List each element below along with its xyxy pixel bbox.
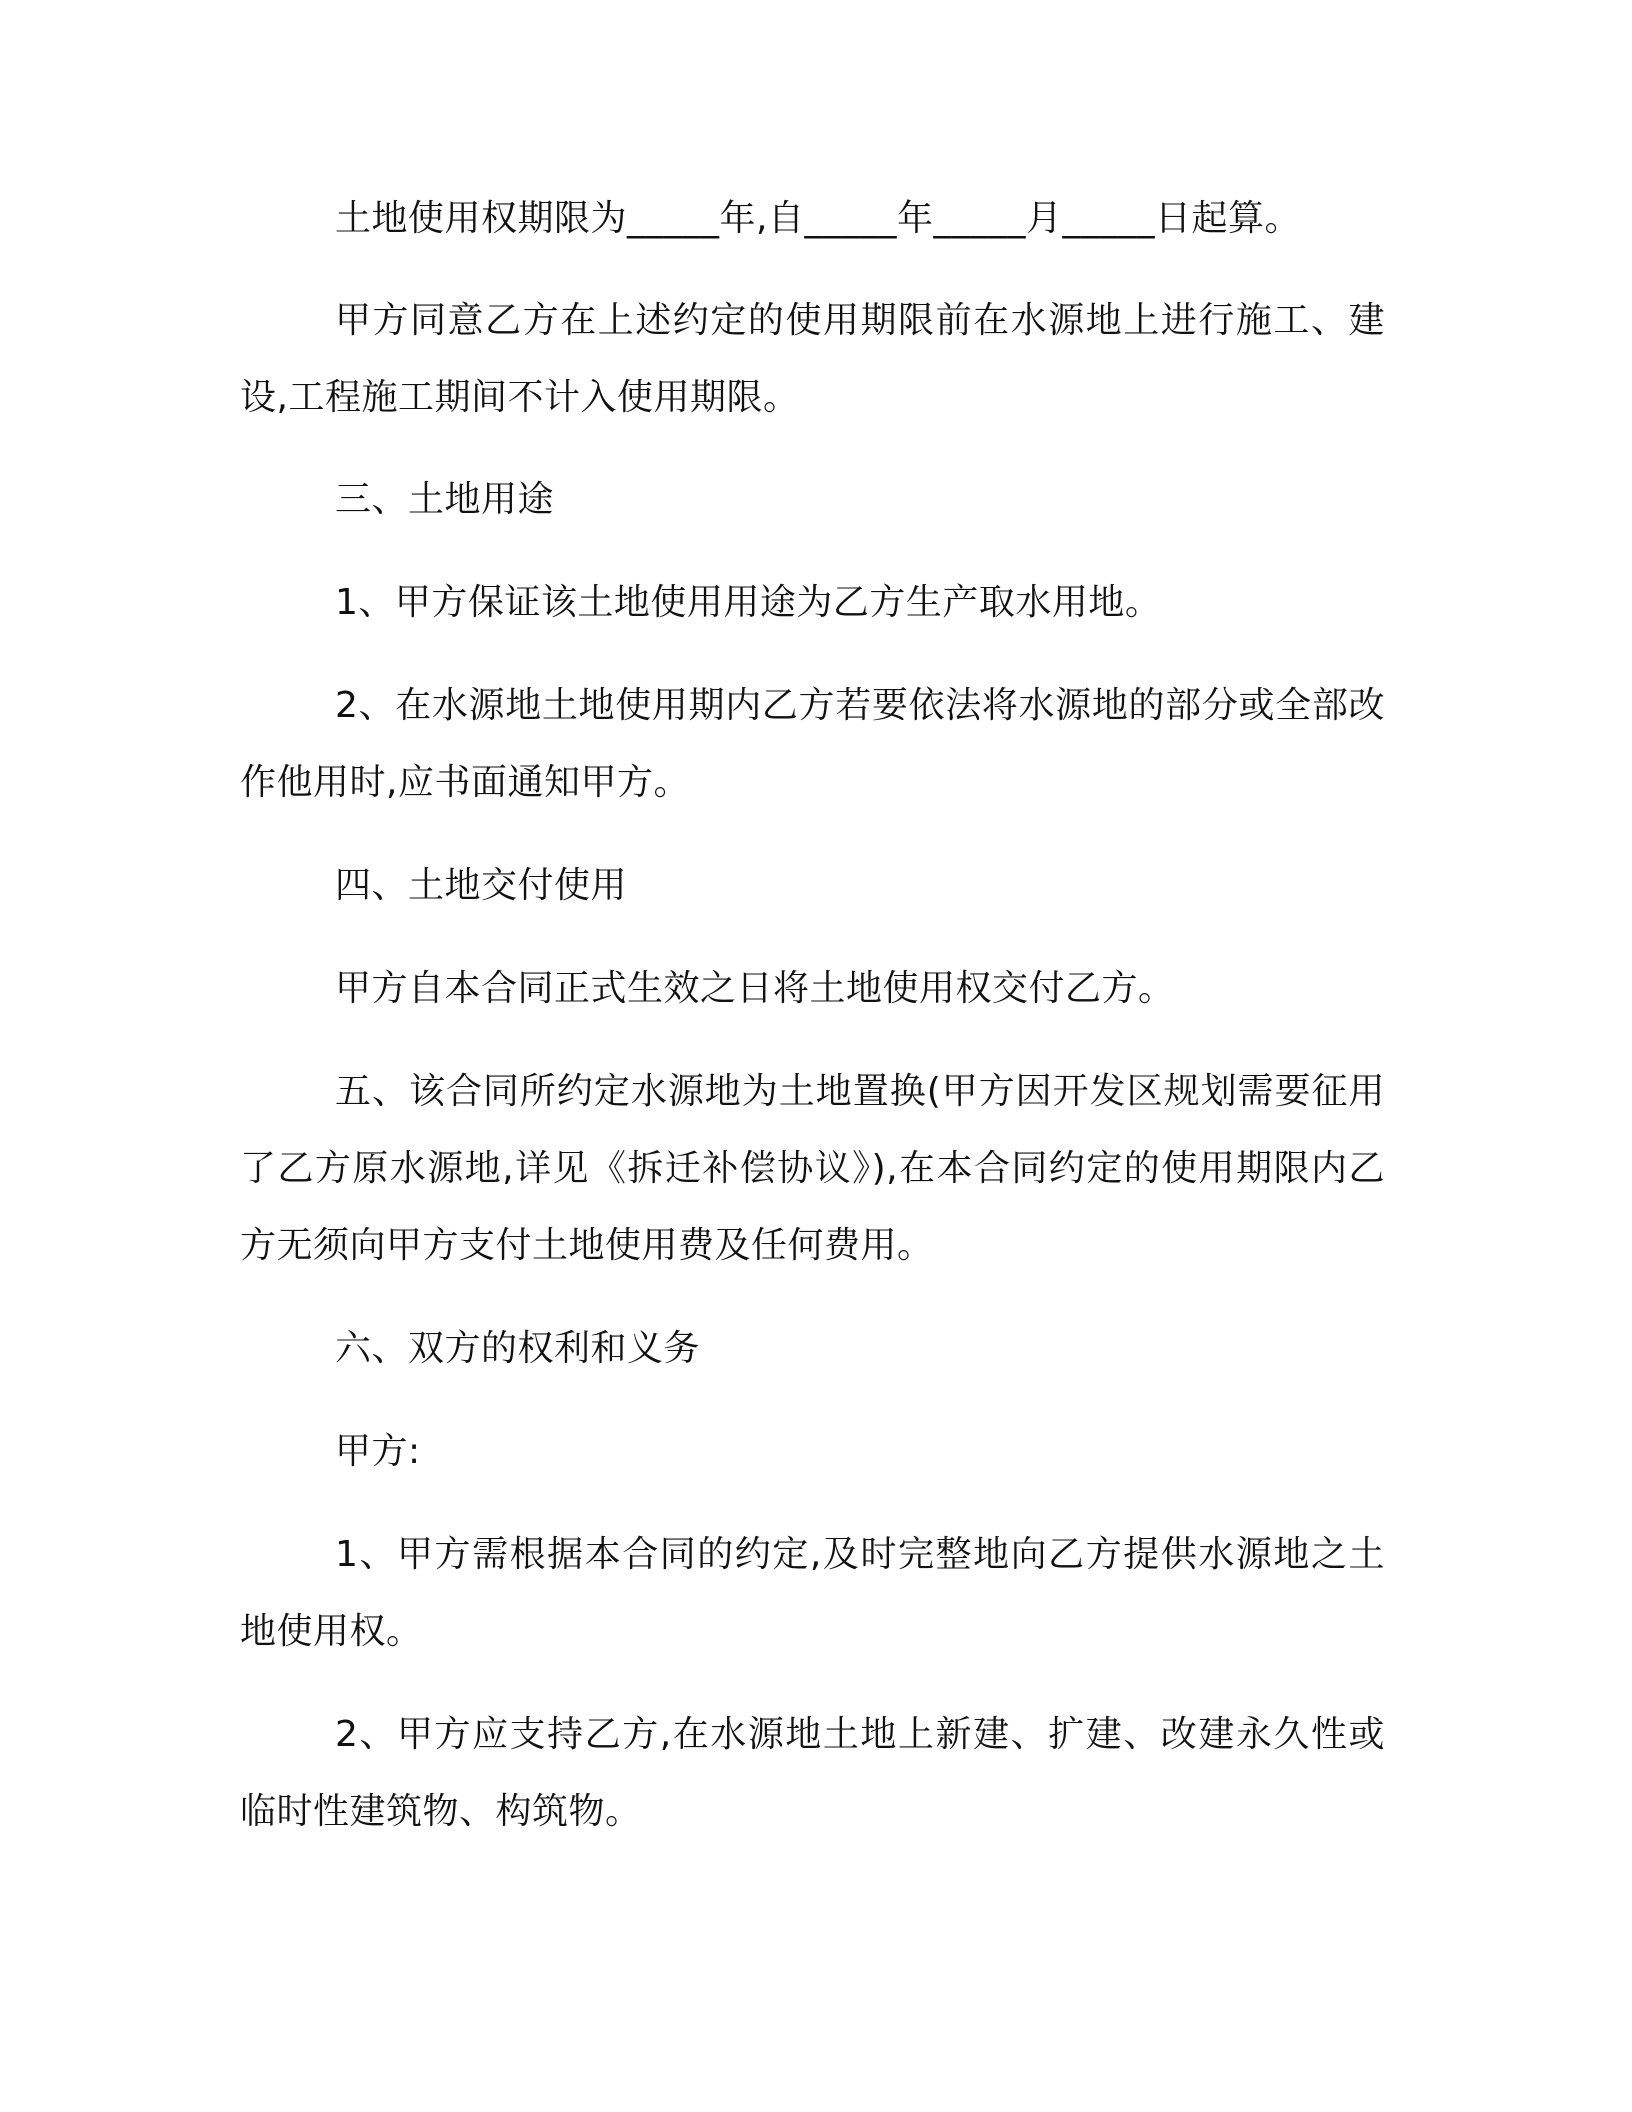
party-a-item-1: 1、甲方需根据本合同的约定,及时完整地向乙方提供水源地之土地使用权。 [240,1534,1385,1652]
land-use-item-1: 1、甲方保证该土地使用用途为乙方生产取水用地。 [335,582,1162,623]
land-use-item-2: 2、在水源地土地使用期内乙方若要依法将水源地的部分或全部改作他用时,应书面通知甲方。 [240,685,1385,803]
section-heading-delivery: 四、土地交付使用 [335,865,628,906]
party-a-label: 甲方: [335,1431,421,1472]
section-heading-land-use: 三、土地用途 [335,479,555,520]
section-heading-rights: 六、双方的权利和义务 [335,1328,701,1369]
section-five-paragraph: 五、该合同所约定水源地为土地置换(甲方因开发区规划需要征用了乙方原水源地,详见《拆迁补偿协议》),在本合同约定的使用期限内乙方无须向甲方支付土地使用费及任何费用。 [240,1071,1385,1266]
delivery-paragraph: 甲方自本合同正式生效之日将土地使用权交付乙方。 [335,968,1175,1009]
term-paragraph: 土地使用权期限为_____年,自_____年_____月_____日起算。 [335,198,1301,239]
construction-paragraph: 甲方同意乙方在上述约定的使用期限前在水源地上进行施工、建设,工程施工期间不计入使用期限。 [240,300,1385,418]
party-a-item-2: 2、甲方应支持乙方,在水源地土地上新建、扩建、改建永久性或临时性建筑物、构筑物。 [240,1714,1385,1832]
